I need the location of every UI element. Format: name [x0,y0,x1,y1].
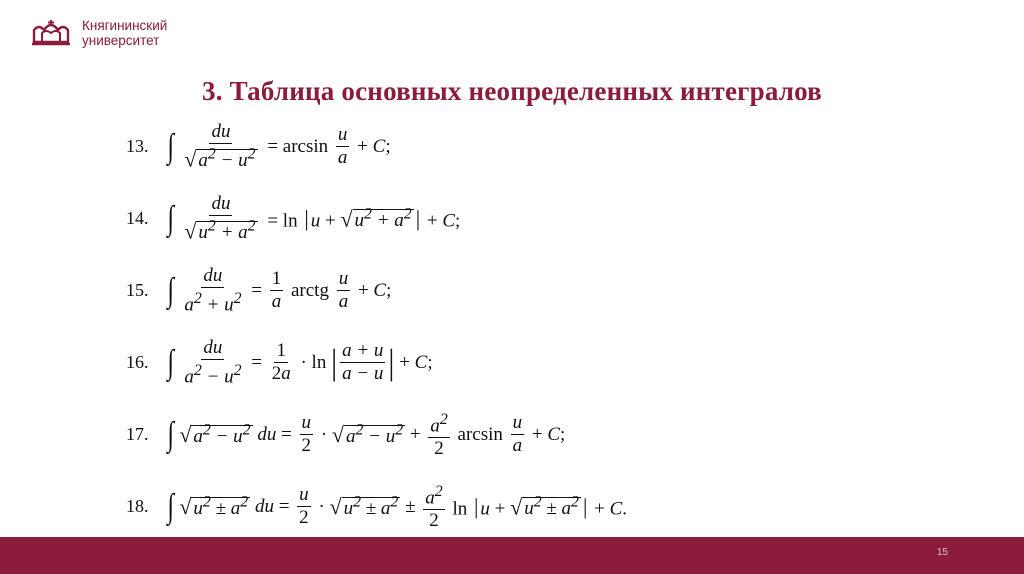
footer-bar [0,537,1024,574]
university-logo [30,18,167,48]
formula-13: 13. ∫ $\frac{du}{√ a^2 - u^2}$ = arcsin $\frac{u}{a}$ + C; [126,121,391,172]
formula-number: 16. [126,352,149,373]
page-number: 15 [936,547,948,558]
formula-17: 17. ∫ √ $a^2 - u^2$ du = $\frac{u}{2}$ · √ $a^2 - u^2$ + $\frac{a^2}{2}$ arcsin $\frac{u}{a}$ + C; [126,411,566,460]
logo-line-2: университет [82,33,160,48]
formula-14: 14. ∫ $\frac{du}{√ u^2 + a^2}$ = ln | u + √ $u^2 + a^2$ | + C; [126,193,461,244]
formula-18: 18. ∫ √ $u^2 \pm a^2$ du = $\frac{u}{2}$ · √ $u^2 \pm a^2$ ± $\frac{a^2}{2}$ ln | u + √ $u^2 \pm a^2$ | + C. [126,483,628,532]
formula-number: 15. [126,280,149,301]
slide-title: 3. Таблица основных неопределенных интегралов [202,76,822,106]
formula-16: 16. ∫ $\frac{du}{a^2 - u^2}$ = $\frac{1}{2a}$ · ln | $\frac{a + u}{a - u}$ | + C; [126,337,433,388]
formula-number: 18. [126,496,149,517]
formula-number: 17. [126,424,149,445]
formula-15: 15. ∫ $\frac{du}{a^2 + u^2}$ = $\frac{1}{a}$ arctg $\frac{u}{a}$ + C; [126,265,392,316]
logo-line-1: Княгининский [82,18,168,33]
crown-icon [30,18,72,48]
formula-number: 13. [126,136,149,157]
formula-number: 14. [126,208,149,229]
